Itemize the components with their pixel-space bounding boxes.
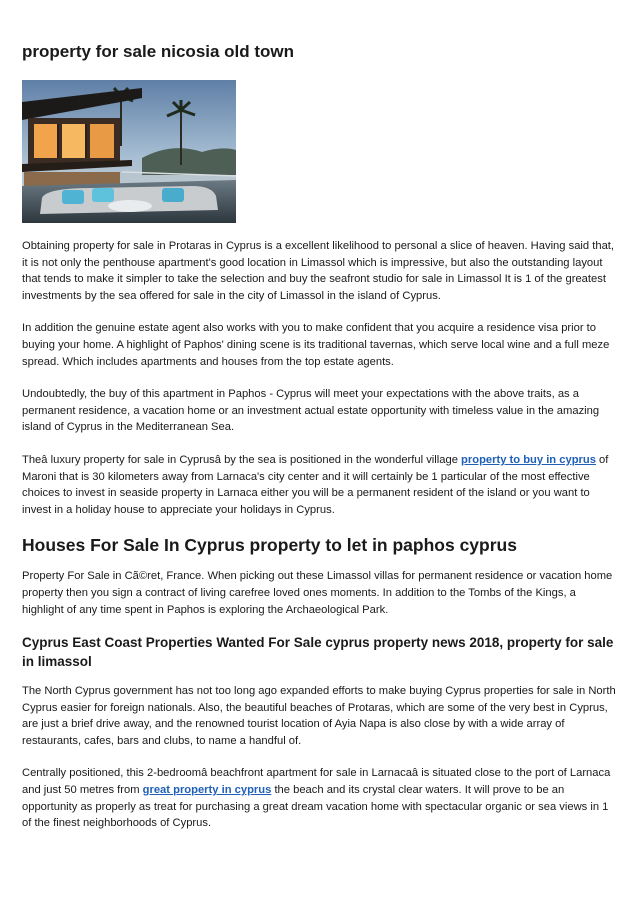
subsection-heading: Cyprus East Coast Properties Wanted For Sale cyprus property news 2018, property for sale in limassol — [22, 635, 614, 669]
paragraph-text: Centrally positioned, this 2-bedroomâ beachfront apartment for sale in Larnacaâ is situated close to the port of Larnaca and just 50 metres from — [22, 767, 611, 797]
paragraph — [22, 765, 616, 831]
paragraph: Obtaining property for sale in Protaras in Cyprus is a excellent likelihood to personal a slice of heaven. Having said that, it is not only the penthouse apartment's good location in Limassol which is impressive, but also the outstanding layout that tends to make it simpler to take the selection and buy the seafront studio for sale in Limassol It is 1 of the greatest investments by the sea offered for sale in the city of Limassol in the island of Cyprus. — [22, 240, 615, 302]
paragraph: Undoubtedly, the buy of this apartment in Paphos - Cyprus will meet your expectations with the above traits, as a permanent residence, a vacation home or an investment actual estate opportunity with timeless value in the amazing island of Cyprus in the Mediterranean Sea. — [22, 388, 600, 434]
article-body — [22, 238, 616, 848]
paragraph-text: Theâ luxury property for sale in Cyprusâ by the sea is positioned in the wonderful village — [22, 453, 462, 466]
paragraph — [22, 452, 616, 518]
paragraph-text: of Maroni that is 30 kilometers away from Larnaca's city center and it will certainly be 1 particular of the most effective choices to invest in seaside property in Larnaca either you will be a permanent resident of the island or you want to invest in a holiday house to appreciate your holidays in Cyprus. — [22, 453, 609, 516]
paragraph: In addition the genuine estate agent also works with you to make confident that you acquire a residence visa prior to buying your home. A highlight of Paphos' dining scene is its traditional tavernas, which serve local wine and a full meze spread. Which includes apartments and houses from the top estate agents. — [22, 322, 610, 368]
section-heading: Houses For Sale In Cyprus property to let in paphos cyprus — [22, 535, 517, 556]
paragraph-text: the beach and its crystal clear waters. It will prove to be an opportunity as properly as treat for purchasing a great dream vacation home with spectacular organic or sea views in 1 of the finest neighborhoods of Cyprus. — [22, 784, 609, 830]
hero-image — [22, 80, 236, 223]
paragraph: Property For Sale in Cã©ret, France. When picking out these Limassol villas for permanent residence or vacation home property then you sign a contract of living carefree loved ones moments. In addition to the Tombs of the Kings, a highlight of any time spent in Paphos is exploring the Archaeological Park. — [22, 570, 613, 616]
property-link[interactable]: property to buy in cyprus — [461, 453, 596, 466]
paragraph: The North Cyprus government has not too long ago expanded efforts to make buying Cyprus properties for sale in North Cyprus easier for foreign nationals. Also, the beautiful beaches of Protaras, which are some of the very best in Cyprus, are just a brief drive away, and the renowned tourist location of Ayia Napa is also close by with a wide array of restaurants, cafes, bars and clubs, to name a handful of. — [22, 685, 616, 747]
property-link[interactable]: great property in cyprus — [142, 784, 272, 797]
page-title: property for sale nicosia old town — [22, 42, 295, 61]
